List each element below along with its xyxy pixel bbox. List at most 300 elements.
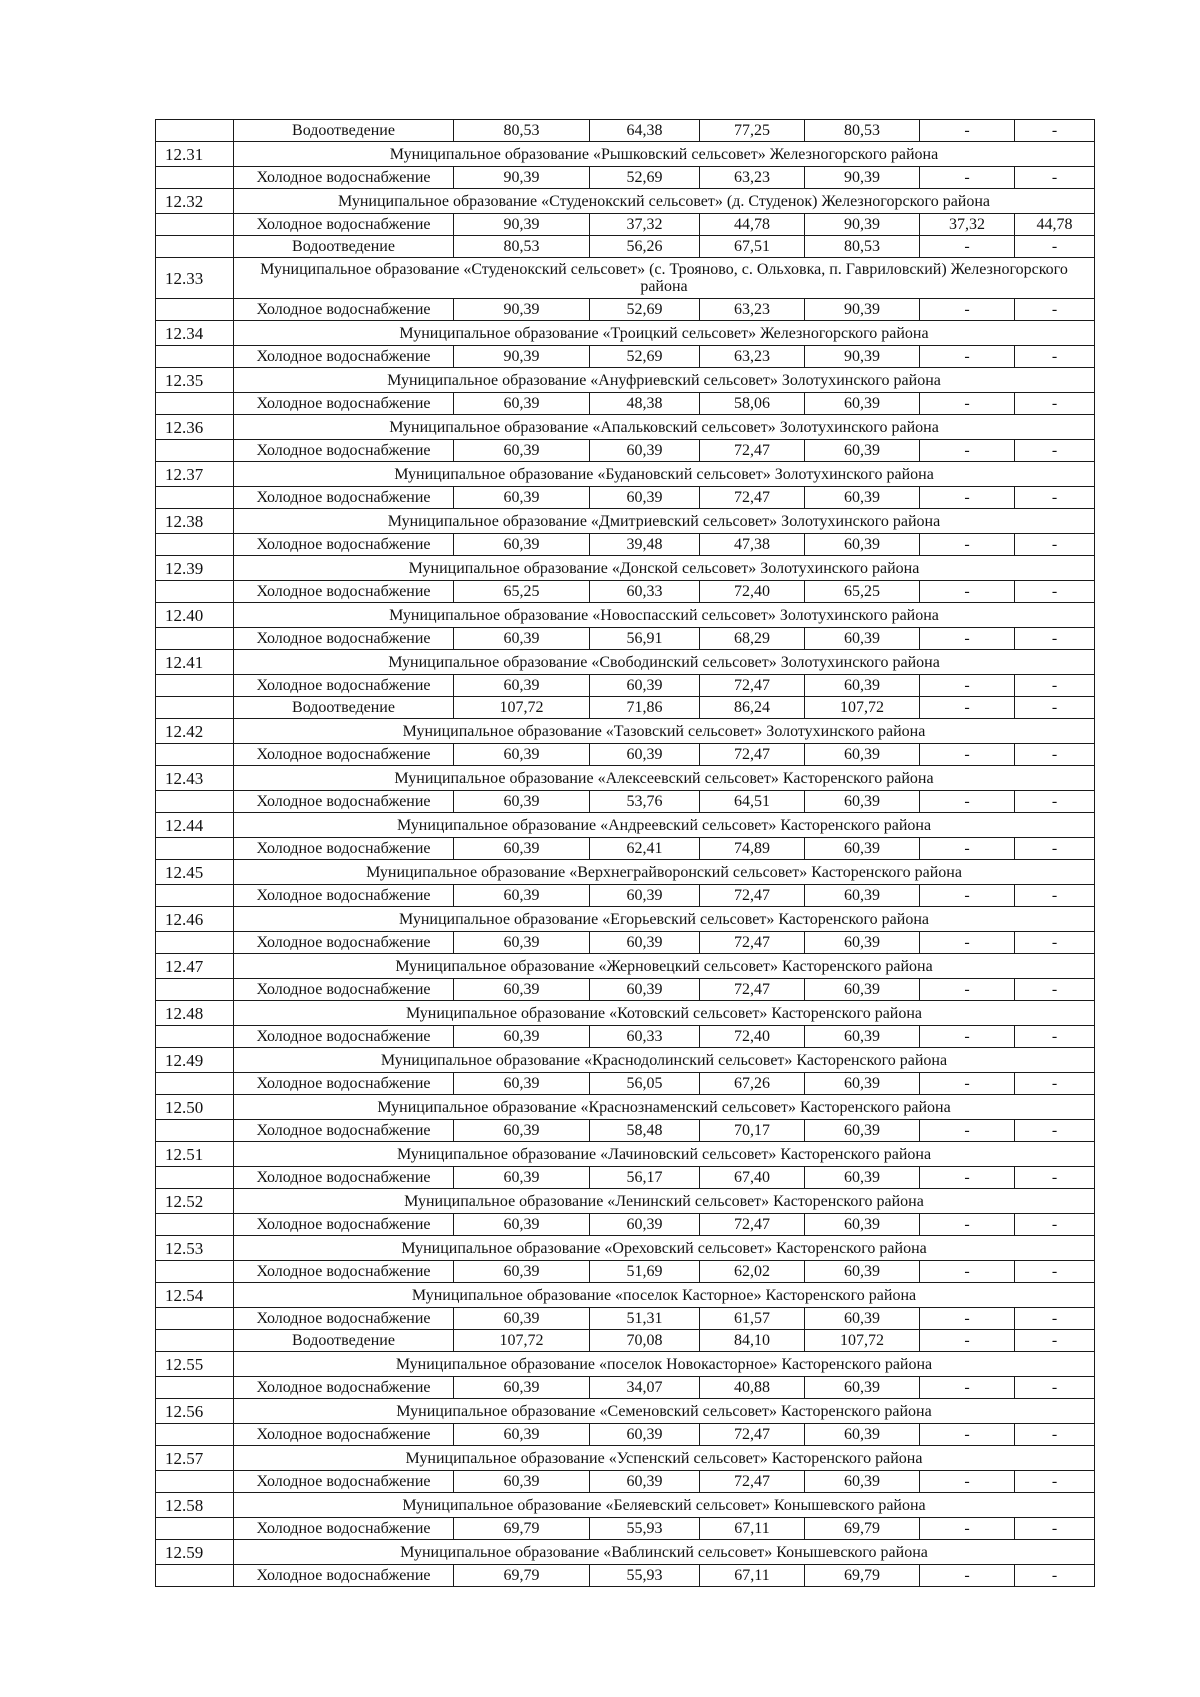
tariff-value: 72,47	[700, 932, 805, 954]
tariff-value: -	[1015, 393, 1095, 415]
tariff-value: 72,47	[700, 979, 805, 1001]
tariff-value: 58,48	[590, 1120, 700, 1142]
municipality-header-row	[156, 1493, 1095, 1518]
municipality-title: Муниципальное образование «Апальковский сельсовет» Золотухинского района	[234, 415, 1095, 440]
service-name: Холодное водоснабжение	[234, 885, 454, 907]
tariff-value: 69,79	[454, 1518, 590, 1540]
tariff-row	[156, 581, 1095, 603]
tariff-value: -	[920, 791, 1015, 813]
tariff-value: 60,39	[805, 885, 920, 907]
row-number: 12.48	[156, 1001, 234, 1026]
tariff-value: -	[920, 440, 1015, 462]
tariff-value: -	[1015, 697, 1095, 719]
tariff-value: 80,53	[454, 120, 590, 142]
service-name: Холодное водоснабжение	[234, 628, 454, 650]
tariff-row	[156, 1261, 1095, 1283]
tariff-value: 60,39	[454, 979, 590, 1001]
municipality-title: Муниципальное образование «Лачиновский сельсовет» Касторенского района	[234, 1142, 1095, 1167]
row-number-empty	[156, 979, 234, 1001]
tariff-value: 60,39	[454, 744, 590, 766]
row-number: 12.42	[156, 719, 234, 744]
municipality-title: Муниципальное образование «Алексеевский сельсовет» Касторенского района	[234, 766, 1095, 791]
tariff-value: 56,26	[590, 236, 700, 258]
tariff-value: 64,51	[700, 791, 805, 813]
municipality-title: Муниципальное образование «Будановский сельсовет» Золотухинского района	[234, 462, 1095, 487]
tariff-value: 52,69	[590, 299, 700, 321]
tariff-value: 60,39	[454, 1261, 590, 1283]
tariff-value: -	[1015, 979, 1095, 1001]
tariff-value: -	[920, 1330, 1015, 1352]
tariff-value: 37,32	[590, 214, 700, 236]
tariff-value: 60,39	[805, 932, 920, 954]
tariff-row	[156, 1471, 1095, 1493]
tariff-value: 60,39	[805, 1214, 920, 1236]
municipality-header-row	[156, 719, 1095, 744]
tariff-value: 60,39	[805, 440, 920, 462]
tariff-value: 60,39	[805, 838, 920, 860]
tariff-row	[156, 534, 1095, 556]
service-name: Водоотведение	[234, 236, 454, 258]
tariff-value: -	[920, 697, 1015, 719]
tariff-value: 63,23	[700, 167, 805, 189]
tariff-value: 51,69	[590, 1261, 700, 1283]
row-number-empty	[156, 1565, 234, 1587]
tariff-value: -	[920, 1471, 1015, 1493]
tariff-value: 60,39	[590, 932, 700, 954]
row-number: 12.35	[156, 368, 234, 393]
tariff-value: -	[1015, 299, 1095, 321]
municipality-header-row	[156, 1048, 1095, 1073]
tariff-value: 60,39	[454, 932, 590, 954]
municipality-title: Муниципальное образование «Семеновский сельсовет» Касторенского района	[234, 1399, 1095, 1424]
tariff-value: -	[920, 346, 1015, 368]
tariff-value: -	[920, 167, 1015, 189]
tariff-value: -	[920, 1565, 1015, 1587]
tariff-value: 60,39	[805, 393, 920, 415]
municipality-header-row	[156, 321, 1095, 346]
tariff-value: -	[1015, 1565, 1095, 1587]
tariff-row	[156, 838, 1095, 860]
tariff-value: 60,39	[454, 1167, 590, 1189]
tariff-value: 55,93	[590, 1518, 700, 1540]
municipality-title: Муниципальное образование «Тазовский сельсовет» Золотухинского района	[234, 719, 1095, 744]
row-number-empty	[156, 214, 234, 236]
tariff-value: 60,39	[590, 1214, 700, 1236]
row-number: 12.32	[156, 189, 234, 214]
tariff-value: 52,69	[590, 346, 700, 368]
row-number-empty	[156, 1424, 234, 1446]
municipality-header-row	[156, 907, 1095, 932]
row-number-empty	[156, 346, 234, 368]
service-name: Холодное водоснабжение	[234, 1120, 454, 1142]
tariff-value: 60,39	[454, 1026, 590, 1048]
tariff-value: 60,39	[805, 1073, 920, 1095]
tariff-row	[156, 1073, 1095, 1095]
tariff-value: 72,47	[700, 1214, 805, 1236]
service-name: Холодное водоснабжение	[234, 299, 454, 321]
service-name: Холодное водоснабжение	[234, 167, 454, 189]
municipality-title: Муниципальное образование «Ануфриевский сельсовет» Золотухинского района	[234, 368, 1095, 393]
tariff-value: -	[920, 1308, 1015, 1330]
service-name: Холодное водоснабжение	[234, 675, 454, 697]
tariff-value: 90,39	[805, 346, 920, 368]
tariff-value: 62,02	[700, 1261, 805, 1283]
tariff-value: 44,78	[700, 214, 805, 236]
municipality-title: Муниципальное образование «Успенский сельсовет» Касторенского района	[234, 1446, 1095, 1471]
tariff-row	[156, 236, 1095, 258]
row-number-empty	[156, 487, 234, 509]
row-number: 12.38	[156, 509, 234, 534]
tariff-value: 53,76	[590, 791, 700, 813]
row-number-empty	[156, 581, 234, 603]
municipality-title: Муниципальное образование «Краснознаменский сельсовет» Касторенского района	[234, 1095, 1095, 1120]
row-number: 12.52	[156, 1189, 234, 1214]
service-name: Холодное водоснабжение	[234, 581, 454, 603]
service-name: Холодное водоснабжение	[234, 1565, 454, 1587]
row-number-empty	[156, 628, 234, 650]
tariff-value: -	[1015, 744, 1095, 766]
tariff-value: 90,39	[805, 214, 920, 236]
tariff-row	[156, 697, 1095, 719]
service-name: Холодное водоснабжение	[234, 440, 454, 462]
tariff-value: 60,39	[805, 1167, 920, 1189]
tariff-row	[156, 1026, 1095, 1048]
municipality-header-row	[156, 603, 1095, 628]
service-name: Водоотведение	[234, 120, 454, 142]
municipality-title: Муниципальное образование «Студенокский сельсовет» (с. Трояново, с. Ольховка, п. Гавриловский) Железногорского района	[234, 258, 1095, 299]
tariff-value: 51,31	[590, 1308, 700, 1330]
tariff-value: 86,24	[700, 697, 805, 719]
municipality-header-row	[156, 860, 1095, 885]
tariff-value: 107,72	[805, 697, 920, 719]
municipality-title: Муниципальное образование «Краснодолинский сельсовет» Касторенского района	[234, 1048, 1095, 1073]
row-number: 12.54	[156, 1283, 234, 1308]
tariff-value: 67,11	[700, 1565, 805, 1587]
tariff-value: -	[920, 1424, 1015, 1446]
tariff-value: 44,78	[1015, 214, 1095, 236]
municipality-title: Муниципальное образование «Беляевский сельсовет» Конышевского района	[234, 1493, 1095, 1518]
tariff-row	[156, 791, 1095, 813]
row-number-empty	[156, 932, 234, 954]
row-number: 12.45	[156, 860, 234, 885]
tariff-value: 80,53	[805, 236, 920, 258]
service-name: Холодное водоснабжение	[234, 1308, 454, 1330]
row-number-empty	[156, 885, 234, 907]
tariff-value: -	[1015, 1424, 1095, 1446]
tariff-value: 107,72	[805, 1330, 920, 1352]
tariff-value: 60,39	[805, 1026, 920, 1048]
tariff-value: 90,39	[454, 167, 590, 189]
row-number-empty	[156, 1167, 234, 1189]
row-number-empty	[156, 393, 234, 415]
municipality-title: Муниципальное образование «Егорьевский сельсовет» Касторенского района	[234, 907, 1095, 932]
tariff-value: -	[1015, 838, 1095, 860]
tariff-value: 74,89	[700, 838, 805, 860]
service-name: Холодное водоснабжение	[234, 487, 454, 509]
tariff-value: 64,38	[590, 120, 700, 142]
tariff-value: -	[920, 1261, 1015, 1283]
tariff-row	[156, 440, 1095, 462]
tariff-value: -	[1015, 346, 1095, 368]
row-number: 12.46	[156, 907, 234, 932]
municipality-header-row	[156, 556, 1095, 581]
service-name: Холодное водоснабжение	[234, 214, 454, 236]
tariff-value: -	[1015, 581, 1095, 603]
tariff-value: 72,40	[700, 1026, 805, 1048]
tariff-value: 60,39	[454, 675, 590, 697]
tariff-value: 90,39	[454, 299, 590, 321]
tariff-value: 67,11	[700, 1518, 805, 1540]
tariff-row	[156, 1565, 1095, 1587]
row-number: 12.57	[156, 1446, 234, 1471]
tariff-value: 80,53	[805, 120, 920, 142]
tariff-value: 60,39	[805, 1120, 920, 1142]
tariff-value: 60,39	[590, 885, 700, 907]
municipality-header-row	[156, 1189, 1095, 1214]
tariff-value: 72,47	[700, 1471, 805, 1493]
tariff-value: -	[1015, 487, 1095, 509]
tariff-table	[155, 119, 1095, 1587]
tariff-value: -	[1015, 120, 1095, 142]
municipality-title: Муниципальное образование «Студенокский сельсовет» (д. Студенок) Железногорского района	[234, 189, 1095, 214]
row-number-empty	[156, 1026, 234, 1048]
tariff-value: 60,33	[590, 581, 700, 603]
tariff-row	[156, 1214, 1095, 1236]
tariff-value: -	[1015, 236, 1095, 258]
tariff-value: 65,25	[454, 581, 590, 603]
tariff-value: 60,39	[805, 675, 920, 697]
tariff-value: 60,39	[454, 885, 590, 907]
row-number: 12.36	[156, 415, 234, 440]
municipality-header-row	[156, 142, 1095, 167]
municipality-title: Муниципальное образование «Ленинский сельсовет» Касторенского района	[234, 1189, 1095, 1214]
tariff-value: -	[1015, 1518, 1095, 1540]
tariff-value: 72,47	[700, 885, 805, 907]
tariff-value: 90,39	[454, 214, 590, 236]
tariff-value: 60,39	[454, 791, 590, 813]
row-number: 12.33	[156, 258, 234, 299]
tariff-value: 60,39	[454, 1308, 590, 1330]
municipality-header-row	[156, 813, 1095, 838]
tariff-value: -	[920, 1377, 1015, 1399]
tariff-value: 90,39	[454, 346, 590, 368]
tariff-value: 56,05	[590, 1073, 700, 1095]
tariff-row	[156, 744, 1095, 766]
tariff-value: 60,39	[590, 979, 700, 1001]
tariff-value: 72,47	[700, 440, 805, 462]
tariff-value: 71,86	[590, 697, 700, 719]
tariff-value: 60,39	[805, 1261, 920, 1283]
tariff-value: 60,39	[590, 744, 700, 766]
tariff-row	[156, 346, 1095, 368]
service-name: Холодное водоснабжение	[234, 1026, 454, 1048]
service-name: Водоотведение	[234, 697, 454, 719]
tariff-value: 60,39	[590, 440, 700, 462]
service-name: Холодное водоснабжение	[234, 1167, 454, 1189]
tariff-value: -	[1015, 1308, 1095, 1330]
tariff-value: 60,39	[454, 393, 590, 415]
tariff-value: 90,39	[805, 167, 920, 189]
tariff-value: -	[920, 1214, 1015, 1236]
tariff-row	[156, 1424, 1095, 1446]
tariff-value: 39,48	[590, 534, 700, 556]
tariff-value: 65,25	[805, 581, 920, 603]
row-number-empty	[156, 1073, 234, 1095]
tariff-value: -	[920, 675, 1015, 697]
service-name: Холодное водоснабжение	[234, 1214, 454, 1236]
tariff-value: 60,39	[454, 440, 590, 462]
tariff-value: 60,33	[590, 1026, 700, 1048]
tariff-value: 48,38	[590, 393, 700, 415]
row-number: 12.51	[156, 1142, 234, 1167]
tariff-value: 60,39	[590, 1471, 700, 1493]
row-number: 12.49	[156, 1048, 234, 1073]
tariff-row	[156, 675, 1095, 697]
row-number-empty	[156, 299, 234, 321]
municipality-title: Муниципальное образование «Андреевский сельсовет» Касторенского района	[234, 813, 1095, 838]
tariff-row	[156, 393, 1095, 415]
tariff-value: -	[1015, 1377, 1095, 1399]
tariff-value: 60,39	[590, 675, 700, 697]
tariff-value: 68,29	[700, 628, 805, 650]
tariff-value: 62,41	[590, 838, 700, 860]
row-number-empty	[156, 838, 234, 860]
tariff-value: -	[920, 487, 1015, 509]
row-number-empty	[156, 1330, 234, 1352]
tariff-value: -	[1015, 1330, 1095, 1352]
municipality-title: Муниципальное образование «Донской сельсовет» Золотухинского района	[234, 556, 1095, 581]
tariff-value: 40,88	[700, 1377, 805, 1399]
tariff-row	[156, 1330, 1095, 1352]
tariff-value: -	[920, 628, 1015, 650]
tariff-value: 60,39	[805, 744, 920, 766]
service-name: Холодное водоснабжение	[234, 1261, 454, 1283]
municipality-title: Муниципальное образование «Рышковский сельсовет» Железногорского района	[234, 142, 1095, 167]
tariff-value: -	[920, 1073, 1015, 1095]
row-number-empty	[156, 120, 234, 142]
service-name: Холодное водоснабжение	[234, 744, 454, 766]
municipality-title: Муниципальное образование «Дмитриевский сельсовет» Золотухинского района	[234, 509, 1095, 534]
tariff-value: 60,39	[805, 534, 920, 556]
municipality-header-row	[156, 258, 1095, 299]
tariff-value: -	[1015, 1073, 1095, 1095]
row-number-empty	[156, 236, 234, 258]
tariff-value: -	[920, 1167, 1015, 1189]
municipality-header-row	[156, 1095, 1095, 1120]
row-number-empty	[156, 1120, 234, 1142]
tariff-row	[156, 1308, 1095, 1330]
tariff-value: -	[1015, 1026, 1095, 1048]
tariff-value: -	[920, 979, 1015, 1001]
tariff-value: 61,57	[700, 1308, 805, 1330]
municipality-header-row	[156, 415, 1095, 440]
tariff-value: 67,51	[700, 236, 805, 258]
municipality-header-row	[156, 368, 1095, 393]
tariff-value: 107,72	[454, 1330, 590, 1352]
tariff-value: 60,39	[805, 979, 920, 1001]
tariff-value: 69,79	[805, 1565, 920, 1587]
municipality-header-row	[156, 1236, 1095, 1261]
row-number: 12.43	[156, 766, 234, 791]
tariff-value: 60,39	[454, 1377, 590, 1399]
tariff-value: -	[1015, 534, 1095, 556]
tariff-value: 60,39	[454, 1424, 590, 1446]
municipality-header-row	[156, 1001, 1095, 1026]
tariff-value: 70,17	[700, 1120, 805, 1142]
municipality-header-row	[156, 1446, 1095, 1471]
tariff-value: -	[920, 1026, 1015, 1048]
tariff-value: 52,69	[590, 167, 700, 189]
row-number: 12.59	[156, 1540, 234, 1565]
tariff-value: -	[1015, 440, 1095, 462]
tariff-row	[156, 1518, 1095, 1540]
tariff-value: 37,32	[920, 214, 1015, 236]
municipality-header-row	[156, 766, 1095, 791]
row-number-empty	[156, 1214, 234, 1236]
tariff-value: 90,39	[805, 299, 920, 321]
tariff-value: -	[1015, 167, 1095, 189]
row-number-empty	[156, 675, 234, 697]
municipality-header-row	[156, 650, 1095, 675]
tariff-value: 67,40	[700, 1167, 805, 1189]
tariff-value: 72,47	[700, 487, 805, 509]
tariff-value: 69,79	[454, 1565, 590, 1587]
tariff-row	[156, 487, 1095, 509]
tariff-value: -	[920, 932, 1015, 954]
row-number: 12.50	[156, 1095, 234, 1120]
row-number-empty	[156, 1518, 234, 1540]
tariff-value: -	[920, 393, 1015, 415]
row-number: 12.56	[156, 1399, 234, 1424]
row-number: 12.53	[156, 1236, 234, 1261]
row-number: 12.39	[156, 556, 234, 581]
tariff-value: 56,17	[590, 1167, 700, 1189]
tariff-value: -	[920, 1120, 1015, 1142]
tariff-row	[156, 1167, 1095, 1189]
tariff-value: 55,93	[590, 1565, 700, 1587]
service-name: Холодное водоснабжение	[234, 1377, 454, 1399]
municipality-title: Муниципальное образование «Верхнеграйворонский сельсовет» Касторенского района	[234, 860, 1095, 885]
row-number-empty	[156, 1308, 234, 1330]
municipality-title: Муниципальное образование «поселок Новокасторное» Касторенского района	[234, 1352, 1095, 1377]
municipality-title: Муниципальное образование «Жерновецкий сельсовет» Касторенского района	[234, 954, 1095, 979]
municipality-header-row	[156, 189, 1095, 214]
municipality-title: Муниципальное образование «поселок Касторное» Касторенского района	[234, 1283, 1095, 1308]
tariff-value: 60,39	[454, 487, 590, 509]
tariff-value: 80,53	[454, 236, 590, 258]
tariff-row	[156, 120, 1095, 142]
tariff-row	[156, 628, 1095, 650]
tariff-value: -	[920, 299, 1015, 321]
tariff-value: 63,23	[700, 346, 805, 368]
tariff-value: 60,39	[454, 1214, 590, 1236]
tariff-value: 72,47	[700, 744, 805, 766]
tariff-value: 72,40	[700, 581, 805, 603]
tariff-value: 34,07	[590, 1377, 700, 1399]
tariff-value: -	[920, 838, 1015, 860]
tariff-row	[156, 167, 1095, 189]
row-number: 12.34	[156, 321, 234, 346]
tariff-value: 60,39	[454, 1073, 590, 1095]
tariff-value: 60,39	[805, 1424, 920, 1446]
municipality-header-row	[156, 1142, 1095, 1167]
tariff-value: 72,47	[700, 675, 805, 697]
tariff-value: 60,39	[454, 534, 590, 556]
tariff-table-body	[156, 120, 1095, 1587]
tariff-value: 60,39	[454, 628, 590, 650]
tariff-value: -	[1015, 1167, 1095, 1189]
tariff-row	[156, 1120, 1095, 1142]
